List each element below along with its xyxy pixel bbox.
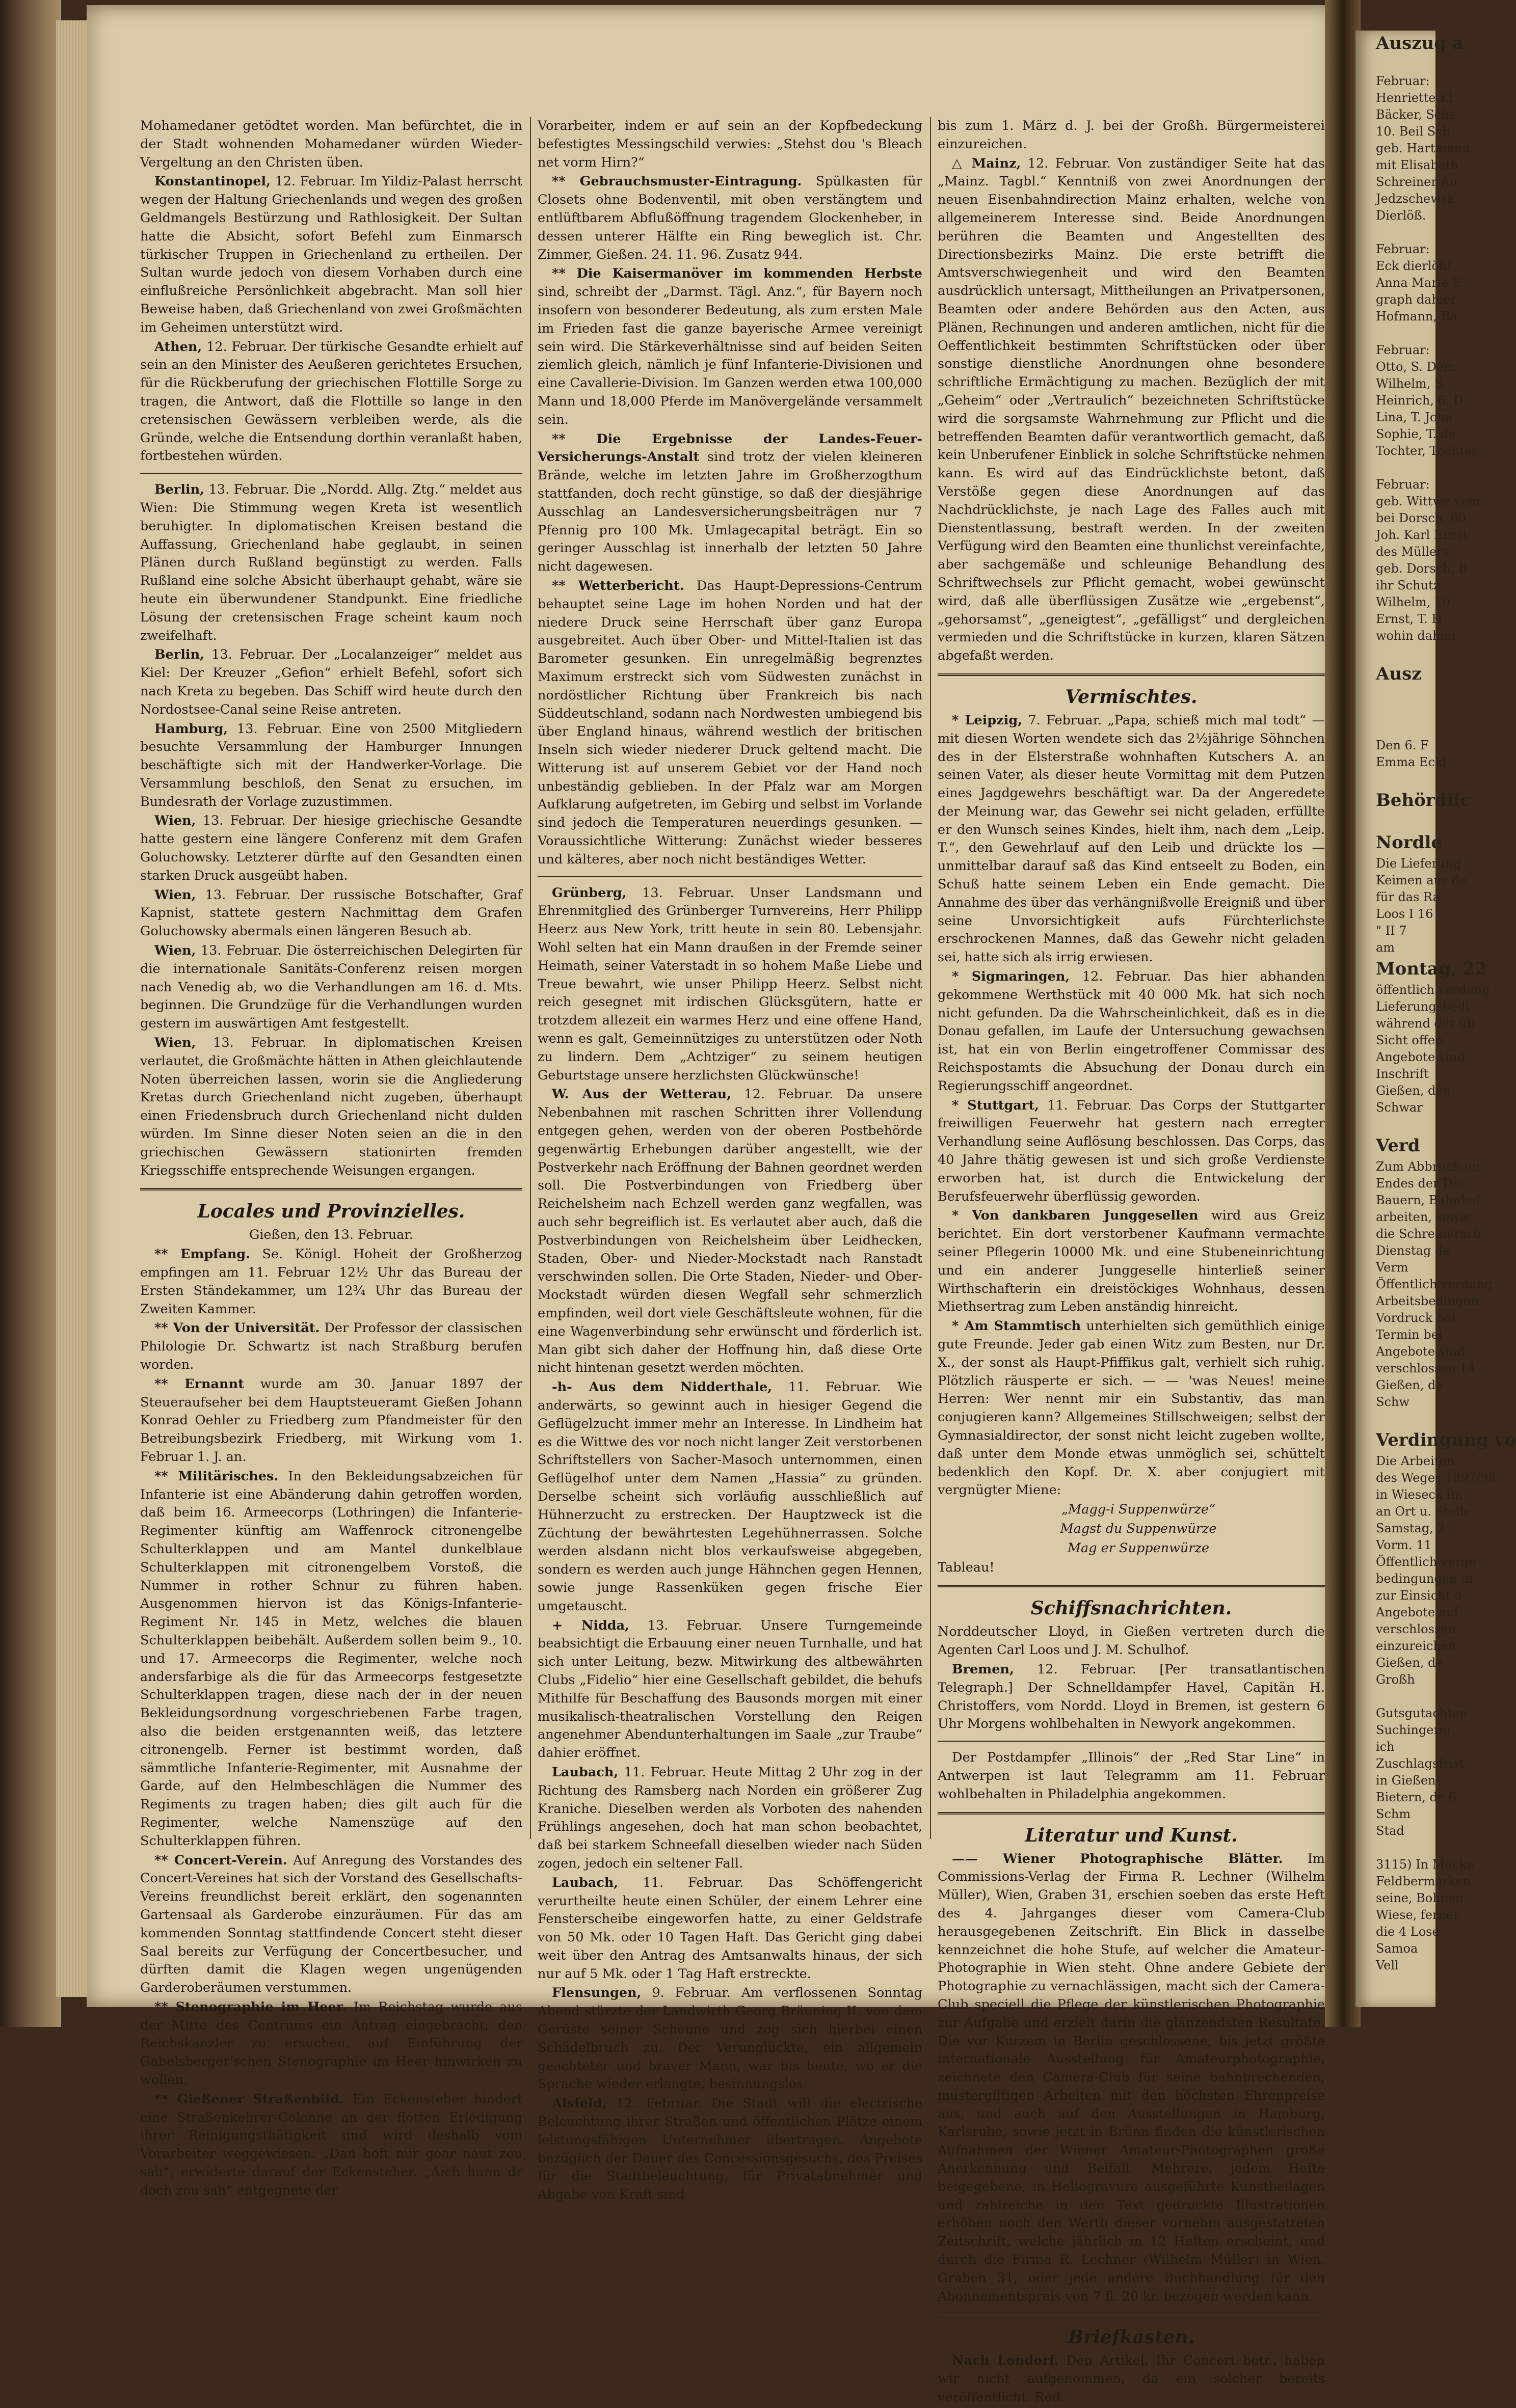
article-text: unterhielten sich gemüthlich einige gute Freunde. Jeder gab einen Witz zum Besten, nur Dr. X., der sonst als Haupt-Pfiffikus galt, verhielt sich ruhig. Plötzlich räusperte er sich. — — 'was Neues! meine Herren: Wer nennt mir ein Substantiv, das man conjugieren kann? Allgemeines Stillschweigen; selbst der Gymnasialdirector, der sonst nicht leicht zugeben wollte, daß unter dem Monde etwas unmöglich sei, schüttelt bedenklich den Kopf. Dr. X. aber conjugiert mit vergnügter Miene: [938, 1318, 1325, 1498]
article-paragraph [140, 2091, 522, 2200]
adjacent-page-line: Emma Eckl [1376, 755, 1447, 769]
article-lead: ** Die Kaisermanöver im kommenden Herbste [552, 266, 922, 282]
article-lead: ** Gießener Straßenbild. [154, 2091, 344, 2107]
section-rule [140, 473, 522, 474]
adjacent-page-line [1355, 1116, 1435, 1133]
article-lead: + Nidda, [552, 1617, 630, 1633]
article-paragraph [140, 481, 522, 645]
article-paragraph [538, 1378, 922, 1615]
article-text: wird aus Greiz berichtet. Ein dort verstorbener Kaufmann vermachte seiner Pflegerin 10000 Mk. und eine Stubeneinrichtung und ein anderer Junggeselle hinterließ seiner Wirthschafterin ein dreistöckiges Wohnhaus, dessen Miethsertrag zum Leben anständig hinreicht. [938, 1208, 1325, 1315]
adjacent-page-line: Vell [1376, 1958, 1399, 1972]
adjacent-page-line: Heinrich, 6. D [1376, 393, 1464, 408]
adjacent-page-line: ich [1376, 1740, 1395, 1754]
adjacent-page-line: Ernst, T. H [1376, 612, 1443, 626]
article-text: bis zum 1. März d. J. bei der Großh. Bürgermeisterei einzureichen. [938, 118, 1325, 152]
adjacent-page-line: Nordle [1376, 832, 1442, 853]
adjacent-page-line: Dienstag de [1376, 1243, 1450, 1258]
adjacent-page-line [1355, 644, 1435, 661]
adjacent-page-line: Joh. Karl Ernst [1376, 528, 1468, 542]
adjacent-page-line: Februar: [1376, 343, 1430, 357]
adjacent-page-line: des Müllers [1376, 545, 1449, 559]
adjacent-page-line: Endes der Dac [1376, 1176, 1467, 1191]
article-lead: Berlin, [154, 482, 205, 498]
adjacent-page-line: Anna Marie E [1376, 276, 1461, 290]
article-paragraph [938, 712, 1325, 967]
adjacent-page-line: arbeiten, sowie [1376, 1210, 1471, 1224]
article-lead: Nach Londorf. [952, 2353, 1059, 2369]
adjacent-page-line: Bäcker, Sche [1376, 107, 1456, 122]
adjacent-page-line: graph dahier [1376, 292, 1457, 307]
article-paragraph [538, 173, 922, 264]
section-title: Literatur und Kunst. [1025, 1824, 1238, 1846]
section-rule [938, 1812, 1325, 1815]
adjacent-page-line [1355, 1688, 1435, 1705]
adjacent-page-line [1355, 813, 1435, 830]
article-lead: W. Aus der Wetterau, [552, 1087, 732, 1102]
adjacent-page-line: Schwar [1376, 1100, 1423, 1115]
article-lead: * Von dankbaren Junggesellen [952, 1208, 1199, 1224]
section-rule [938, 1585, 1325, 1587]
article-paragraph [140, 646, 522, 719]
adjacent-page-line: Arbeitsbedingun [1376, 1294, 1479, 1308]
article-text: 13. Februar. Unser Landsmann und Ehrenmitglied des Grünberger Turnvereins, Herr Philipp Heerz aus New York, tritt heute in sein 80. Lebensjahr. Wohl selten hat ein Mann draußen in der Fremde seiner Heimath, seiner Vaterstadt in so hohem Maße Liebe und Treue bewahrt, wie unser Philipp Heerz. Selbst nicht reich gesegnet mit irdischen Glücksgütern, hatte er trotzdem allezeit ein warmes Herz und eine offene Hand, wenn es galt, Gemeinnütziges zu unterstützen oder Noth zu lindern. Dem „Achtziger“ zu seinem heutigen Geburtstage unsere herzlichsten Glückwünsche! [538, 885, 922, 1083]
article-text: Im Reichstag wurde aus der Mitte des Centrums ein Antrag eingebracht, den Reichskanzler zu ersuchen, auf Einführung der Gabelsberger'schen Stenographie im Heer hinwirken zu wollen. [140, 1999, 522, 2088]
article-paragraph [538, 1086, 922, 1377]
book-cover-edge [0, 0, 61, 2027]
article-lead: * Am Stammtisch [952, 1318, 1081, 1334]
adjacent-page-line: Schreiner Au [1376, 175, 1458, 189]
article-text: 11. Februar. Wie anderwärts, so gewinnt auch in hiesiger Gegend die Geflügelzucht immer mehr an Interesse. In Lindheim hat es die Wittwe des vor noch nicht langer Zeit verstorbenen Schriftstellers von Sacher-Masoch unternommen, einen Geflügelhof unter dem Namen „Hassia“ zu gründen. Derselbe scheint sich vorläufig ausschließlich auf Hühnerzucht zu erstrecken. Der Hauptzweck ist die Züchtung der bewährtesten Legehühnerrassen. Solche werden alsdann nicht blos verkaufsweise abgegeben, sondern es werden auch junge Hähnchen gegen Hennen, sowie junge Rassenküken gegen frische Eier umgetauscht. [538, 1379, 922, 1614]
article-paragraph [938, 155, 1325, 665]
article-text: 12. Februar. Im Yildiz-Palast herrscht wegen der Haltung Griechenlands und wegen des großen Geldmangels Bestürzung und Rathlosigkeit. Der Sultan hatte die Absicht, sofort Befehl zum Einmarsch türkischer Truppen in Griechenland zu ertheilen. Der Sultan wurde jedoch von diesem Vorhaben durch eine einflußreiche Persönlichkeit abgebracht. Man soll hier Beweise haben, daß Griechenland von zwei Großmächten im Geheimen unterstützt wird. [140, 174, 522, 335]
article-paragraph [538, 117, 922, 172]
article-text: sind, schreibt der „Darmst. Tägl. Anz.“, für Bayern noch insofern von besonderer Bedeutung, als zum ersten Male im Frieden fast die ganze bayerische Armee vereinigt sein wird. Die Stärkeverhältnisse sind auf beiden Seiten ziemlich gleich, nämlich je fünf Infanterie-Divisionen und eine Cavallerie-Division. Im Ganzen werden etwa 100,000 Mann und 18,000 Pferde im Manövergelände versammelt sein. [538, 284, 922, 427]
section-rule [938, 2314, 1325, 2316]
article-lead: Wien, [154, 887, 196, 903]
article-text: 13. Februar. Der „Localanzeiger“ meldet aus Kiel: Der Kreuzer „Gefion“ erhielt Befehl, sofort sich nach Kreta zu begeben. Das Schiff wird heute durch den Nordostsee-Canal seine Reise antreten. [140, 647, 522, 717]
adjacent-page-line: Verdingung vo [1376, 1430, 1516, 1450]
adjacent-page-line: geb. Wittwe vom [1376, 494, 1480, 508]
adjacent-page-line: Otto, S. Dem [1376, 360, 1455, 374]
article-paragraph [938, 2352, 1325, 2406]
article-lead: Wien, [154, 813, 196, 829]
article-lead: Wien, [154, 1035, 196, 1051]
article-paragraph [938, 1850, 1325, 2306]
adjacent-page-line: Februar: [1376, 477, 1430, 492]
adjacent-page-line: Eck dierlößt [1376, 259, 1452, 273]
article-lead: Athen, [154, 339, 202, 355]
article-lead: Grünberg, [552, 885, 627, 901]
article-text: 12. Februar. Von zuständiger Seite hat das „Mainz. Tagbl.“ Kenntniß von zwei Anordnungen der neuen Eisenbahndirection Mainz erhalten, welche von allgemeinerem Interesse sind. Beide Anordnungen berühren die Beamten und Angestellten des Directionsbezirks Mainz. Die erste betrifft die Amtsverschwiegenheit und wird den Beamten ausdrücklich untersagt, Mittheilungen an Privatpersonen, Beamten oder andere Behörden aus den Acten, aus Plänen, Rechnungen und anderen amtlichen, nicht für die Oeffentlichkeit bestimmten Schriftstücken oder über sonstige dienstliche Anordnungen ohne besondere schriftliche Ermächtigung zu machen. Bezüglich der mit „Geheim“ oder „Vertraulich“ bezeichneten Schriftstücke wird die sorgsamste Wahrnehmung zur Pflicht und die betreffenden Beamten dafür verantwortlich gemacht, daß kein Unberufener Einblick in solche Schriftstücke nehmen kann. Es wird auf das Eindrücklichste betont, daß Verstöße gegen diese Anordnungen auf das Nachdrücklichste, je nach Lage des Falles auch mit Dienstentlassung, bestraft werden. In der zweiten Verfügung wird den Beamten eine thunlichst vereinfachte, aber sachgemäße und schleunige Behandlung des Schriftwechsels zur Pflicht gemacht, wobei gewünscht wird, daß alle überflüssigen Zusätze wie „ergebenst“, „gehorsamst“, „geneigtest“, „gefälligst“ und dergleichen vermieden und die Schriftstücke in kurzen, klaren Sätzen abgefaßt werden. [938, 155, 1325, 664]
adjacent-page-line: einzureichen. [1376, 1639, 1460, 1653]
adjacent-page-line: Gießen, den [1376, 1084, 1451, 1098]
article-lead: -h- Aus dem Nidderthale, [552, 1379, 773, 1395]
article-text: 12. Februar. Der türkische Gesandte erhielt auf sein an den Minister des Aeußeren gerichtetes Ersuchen, für die Rückberufung der griechischen Flottille Sorge zu tragen, die Antwort, daß die Flottille so lange in den cretensischen Gewässern verbleiben werde, als die Gründe, welche die Entsendung dorthin veranlaßt haben, fortbestehen würden. [140, 339, 522, 464]
article-lead: ** Empfang. [154, 1247, 250, 1262]
verse-line: „Magg-i Suppenwürze“ [1061, 1502, 1216, 1518]
article-text: 13. Februar. Eine von 2500 Mitgliedern besuchte Versammlung der Hamburger Innungen beschäftigte sich mit der Handwerker-Vorlage. Die Versammlung beschloß, den Senat zu ersuchen, im Bundesrath der Vorlage zuzustimmen. [140, 721, 522, 809]
article-lead: * Sigmaringen, [952, 969, 1070, 985]
article-paragraph [938, 1097, 1325, 1206]
adjacent-page-line: Öffentlich verge [1376, 1555, 1476, 1569]
article-paragraph [538, 577, 922, 869]
article-text: 12. Februar. Das hier abhanden gekommene Werthstück mit 40 000 Mk. hat sich noch nicht gefunden. Da die Wahrscheinlichkeit, daß es in die Donau gefallen, im Laufe der Untersuchung gewachsen ist, hat ein von Berlin eingetroffener Commissar des Reichspostamts die Absuchung der Donau durch ein Regierungsschiff angeordnet. [938, 969, 1325, 1094]
article-paragraph [140, 117, 522, 172]
adjacent-page-line: Tochter, Töchter [1376, 444, 1478, 458]
article-lead: Laubach, [552, 1764, 619, 1780]
adjacent-page-line: Schw [1376, 1395, 1409, 1409]
article-paragraph [140, 1852, 522, 1997]
adjacent-page-line: Sophie, T. de [1376, 427, 1456, 441]
article-lead: ** Stenographie im Heer. [154, 1999, 347, 2015]
article-paragraph [938, 1559, 1325, 1577]
adjacent-page-line: Verd [1376, 1135, 1420, 1156]
article-lead: ** Gebrauchsmuster-Eintragung. [552, 174, 802, 190]
adjacent-page-line [1355, 771, 1435, 788]
adjacent-page-line: seine, Bohnen [1376, 1891, 1464, 1905]
adjacent-page-fragment [1355, 31, 1516, 2007]
adjacent-page-line: Bauern, Bahnhof [1376, 1193, 1481, 1207]
adjacent-page-line: Dierlöß. [1376, 208, 1426, 223]
adjacent-page-line: in Gießen [1376, 1773, 1436, 1788]
article-paragraph [140, 1998, 522, 2090]
article-paragraph [140, 886, 522, 941]
adjacent-page-line: Wilhelm, 70 [1376, 595, 1450, 609]
article-paragraph [938, 1623, 1325, 1660]
adjacent-page-line: Wilhelm, S. [1376, 376, 1447, 391]
adjacent-page-line: Gießen, de [1376, 1656, 1443, 1670]
adjacent-page-line: Inschrift [1376, 1067, 1429, 1081]
column-divider [930, 117, 931, 1839]
adjacent-page-line: Keimen aus de [1376, 873, 1467, 887]
adjacent-page-line: Lina, T. Joha [1376, 410, 1453, 424]
adjacent-page-line: bedingungen in [1376, 1572, 1473, 1586]
section-rule [938, 673, 1325, 676]
article-text: 12. Februar. [Per transatlantischen Telegraph.] Der Schnelldampfer Havel, Capitän H. Christoffers, vom Nordd. Lloyd in Bremen, ist gestern 6 Uhr Morgens wohlbehalten in Newyork angekommen. [938, 1661, 1325, 1732]
adjacent-page-line: Feldbermarken [1376, 1874, 1471, 1888]
article-paragraph [938, 1317, 1325, 1500]
article-lead: Laubach, [552, 1875, 619, 1890]
article-text: Den Artikel, Ihr Concert betr., haben wir nicht aufgenommen, da ein solcher bereits veröffentlicht. Red. [938, 2353, 1325, 2405]
section-title: Locales und Provinzielles. [197, 1201, 465, 1223]
article-text: 11. Februar. Das Schöffengericht verurtheilte heute einen Schüler, der einem Lehrer eine Fensterscheibe eingeworfen hatte, zu einer Geldstrafe von 50 Mk. oder 10 Tagen Haft. Das Gericht ging dabei weit über den Antrag des Amtsanwalts hinaus, der sich nur auf 5 Mk. oder 1 Tag Haft erstreckte. [538, 1875, 922, 1982]
article-text: Das Haupt-Depressions-Centrum behauptet seine Lage im hohen Norden und hat der niedere Druck seine Herrschaft über ganz Europa ausgebreitet. Auch über Ober- und Mittel-Italien ist das Barometer gesunken. Ein unregelmäßig begrenztes Maximum erstreckt sich vom Südwesten zunächst in nordöstlicher Richtung über Frankreich bis nach Süddeutschland, sodann nach Nordwesten umbiegend bis über England hinaus, während westlich der britischen Inseln sich wieder niederer Druck geltend macht. Die Witterung ist auf unserem Gebiet vor der Hand noch unbeständig geblieben. In der Pfalz war am Morgen Aufklarung aufgetreten, im Gebirg und selbst im Vorlande sind jedoch die Temperaturen neuerdings gesunken. — Voraussichtliche Witterung: Zunächst wieder besseres und kälteres, aber noch nicht beständiges Wetter. [538, 578, 922, 867]
adjacent-page-line: Ausz [1376, 664, 1422, 684]
adjacent-page-line: Auszug a [1376, 33, 1464, 53]
adjacent-page-line: 10. Beil Sch [1376, 124, 1450, 139]
adjacent-page-line [1355, 720, 1435, 737]
article-lead: —— Wiener Photographische Blätter. [952, 1851, 1283, 1866]
adjacent-page-line: Loos I 16 [1376, 907, 1433, 921]
adjacent-page-line: Die Arbeiten [1376, 1454, 1455, 1468]
article-text: 13. Februar. Die „Nordd. Allg. Ztg.“ meldet aus Wien: Die Stimmung wegen Kreta ist wesentlich beruhigter. In diplomatischen Kreisen bestand die Auffassung, Griechenland habe geglaubt, in seinen Plänen durch Rußland begünstigt zu werden. Falls Rußland eine solche Absicht überhaupt gehabt, wäre sie heute ein überwundener Standpunkt. Eine friedliche Lösung der cretensischen Frage scheint kaum noch zweifelhaft. [140, 482, 522, 643]
article-text: Auf Anregung des Vorstandes des Concert-Vereines hat sich der Vorstand des Gesellschafts-Vereins freundlichst bereit erklärt, den sogenannten Gartensaal als Garderobe einzuräumen. Für das am kommenden Sonntag stattfindende Concert steht dieser Saal bereits zur Verfügung der Concertbesucher, und dürften damit die Klagen wegen ungenügenden Garderoberäumen verstummen. [140, 1852, 523, 1996]
adjacent-page-line: mit Elisabeth [1376, 158, 1458, 172]
adjacent-page-line: Vorm. 11 [1376, 1538, 1432, 1552]
adjacent-page-line: am [1376, 940, 1395, 955]
adjacent-page-line: Termin bei [1376, 1328, 1443, 1342]
verse-line: Mag er Suppenwürze [1067, 1540, 1210, 1556]
article-paragraph [538, 1617, 922, 1763]
article-text: Norddeutscher Lloyd, in Gießen vertreten durch die Agenten Carl Loos und J. M. Schulhof. [938, 1624, 1325, 1658]
article-lead: Hamburg, [154, 721, 228, 737]
adjacent-page-line: Angebote sind [1376, 1050, 1465, 1064]
section-title: Briefkasten. [1068, 2326, 1195, 2348]
article-paragraph [140, 1034, 522, 1180]
adjacent-page-line: Jedzschewsk [1376, 192, 1455, 206]
article-lead: Bremen, [952, 1661, 1014, 1677]
article-text: In den Bekleidungsabzeichen für Infanterie ist eine Abänderung dahin getroffen worden, daß beim 16. Armeecorps (Lothringen) die Infanterie-Regimenter künftig am Waffenrock citronengelbe Schulterklappen und am Mantel dunkelblaue Schulterklappen mit citronengelbem Vorstoß, die Nummer in rother Schnur zu führen haben. Ausgenommen hiervon ist das Königs-Infanterie-Regiment Nr. 145 in Metz, welches die blauen Schulterklappen beibehält. Außerdem sollen beim 9., 10. und 17. Armeecorps die Regimenter, welche noch andersfarbige als die für das Armeecorps festgesetzte Schulterklappen tragen, diese nach der in der neuen Bekleidungsordnung vorgeschriebenen Farbe tragen, also die beiden erstgenannten weiß, das letztere citronengelb. Ferner ist bestimmt worden, daß sämmtliche Infanterie-Regimenter, mit Ausnahme der Garde, auf den Helmbeschlägen die Nummer des Regiments zu tragen haben; dies gilt auch für die Regimenter, welche Namenszüge auf den Schulterklappen führen. [140, 1468, 523, 1849]
article-text: 13. Februar. Die österreichischen Delegirten für die internationale Sanitäts-Conferenz reisen morgen nach Venedig ab, wo die Verhandlungen am 16. d. Mts. beginnen. Die Grundzüge für die Verhandlungen wurden gestern im auswärtigen Amt festgestellt. [140, 943, 522, 1032]
adjacent-page-line: Hofmann, Ba [1376, 309, 1457, 323]
article-paragraph [538, 1874, 922, 1984]
article-text: Der Professor der classischen Philologie Dr. Schwartz ist nach Straßburg berufen worden. [140, 1320, 523, 1372]
article-text: Tableau! [938, 1559, 995, 1575]
article-paragraph [140, 1246, 522, 1318]
adjacent-page-line: an Ort u. Stelle [1376, 1504, 1471, 1519]
adjacent-page-line: Die Lieferung [1376, 856, 1461, 871]
article-text: wurde am 30. Januar 1897 der Steueraufseher bei dem Hauptsteueramt Gießen Johann Konrad Oehler zu Friedberg zum Pfandmeister für den Betreibungsbezirk Friedberg, mit Wirkung vom 1. Februar 1. J. an. [140, 1376, 522, 1465]
article-lead: ** Von der Universität. [154, 1320, 320, 1336]
adjacent-page-line: Gutsgutachten [1376, 1706, 1468, 1720]
article-lead: ** Ernannt [154, 1376, 244, 1392]
adjacent-page-line: Montag, 22 [1376, 959, 1487, 979]
adjacent-page-line: für das Ra [1376, 890, 1440, 904]
adjacent-page-line: Samstag, 2 [1376, 1521, 1445, 1535]
adjacent-page-line: Schm [1376, 1807, 1411, 1821]
adjacent-page-line [1355, 459, 1435, 476]
article-lead: * Stuttgart, [952, 1097, 1039, 1113]
article-lead: * Leipzig, [952, 712, 1023, 728]
adjacent-page-line: des Weges 1897/98 [1376, 1471, 1496, 1485]
article-lead: Wien, [154, 943, 196, 959]
article-text: 12. Februar. Da unsere Nebenbahnen mit raschen Schritten ihrer Vollendung entgegen gehen, werden von der oberen Postbehörde gegenwärtig Erhebungen darüber angestellt, wie der Postverkehr nach Eröffnung der Bahnen geordnet werden soll. Die Postverbindungen von Friedberg über Reichelsheim nach Echzell werden ganz wegfallen, was auch sehr begreiflich ist. Es verlautet aber auch, daß die Postverbindungen von Reichelsheim über Leidhecken, Staden, Ober- und Nieder-Mockstadt nach Ranstadt verschwinden sollen. Die Orte Staden, Nieder- und Ober-Mockstadt würden diesen Wegfall sehr schmerzlich empfinden, weil dort viele Geschäftsleute wohnen, für die eine Wagenverbindung sehr erwünscht und förderlich ist. Man gibt sich daher der Hoffnung hin, daß diese Orte nicht hintenan gesetzt werden möchten. [538, 1087, 922, 1376]
article-text: 13. Februar. Der russische Botschafter, Graf Kapnist, stattete gestern Nachmittag dem Grafen Goluchowsky abermals einen längeren Besuch ab. [140, 887, 522, 939]
article-paragraph [938, 968, 1325, 1096]
article-paragraph [538, 430, 922, 576]
dateline: Gießen, den 13. Februar. [249, 1227, 413, 1243]
article-text: 13. Februar. Der hiesige griechische Gesandte hatte gestern eine längere Conferenz mit dem Grafen Goluchowsky. Letzterer dürfte auf den Gesandten einen starken Druck ausgeübt haben. [140, 813, 522, 883]
article-paragraph [938, 1661, 1325, 1734]
article-text: Spülkasten für Closets ohne Bodenventil, mit oben verstängtem und entlüftbarem Abflußöffnung tragendem Glockenheber, in dessen unterer Hälfte ein Ring beweglich ist. Chr. Zimmer, Gießen. 24. 11. 96. Zusatz 944. [538, 174, 923, 262]
adjacent-page-line: 3115) In Mücke [1376, 1857, 1474, 1872]
article-lead: Berlin, [154, 647, 205, 663]
adjacent-page-line [1355, 1411, 1435, 1427]
article-lead: Alsfeld, [552, 2096, 607, 2112]
adjacent-page-line: ihr Schutz [1376, 578, 1440, 592]
adjacent-page-line: Verm [1376, 1260, 1408, 1275]
article-paragraph [938, 1207, 1325, 1316]
article-paragraph [140, 942, 522, 1033]
article-text: Im Commissions-Verlag der Firma R. Lechner (Wilhelm Müller), Wien, Graben 31, erschien soeben das erste Heft des 4. Jahrganges dieser vom Camera-Club herausgegebenen Zeitschrift. Ein Blick in dasselbe kennzeichnet die hohe Stufe, auf welcher die Amateur-Photographie in Wien steht. Ohne andere Gebiete der Photographie zu vernachlässigen, macht sich der Camera-Club speciell die Pflege der künstlerischen Photographie zur Aufgabe und erzielt darin die glänzendsten Resultate. Die vor Kurzem in Berlin geschlossene, bis jetzt größte internationale Ausstellung für Amateurphotographie, zeichnete den Camera-Club für seine bahnbrechenden, mustergiltigen Arbeiten mit den höchsten Ehrenpreise aus, und auch auf den Ausstellungen in Hamburg, Karlsruhe, sowie jetzt in Brünn finden die künstlerischen Aufnahmen der Wiener Amateur-Photographen große Anerkennung und Beifall. Mehrere, jedem Hefte beigegebene, in Heliogravure ausgeführte Kunstbeilagen und zahlreiche in den Text gedruckte Illustrationen erhöhen noch den Werth dieser vornehm ausgestatteten Zeitschrift, welche jährlich in 12 Heften erscheint, und durch die Firma R. Lechner (Wilhelm Müller) in Wien, Graben 31, oder jede andere Buchhandlung für den Abonnementspreis von 7 fl. 20 kr. bezogen werden kann. [938, 1851, 1325, 2304]
section-rule [140, 1188, 522, 1191]
adjacent-page-line: die Schreinerarb [1376, 1227, 1481, 1241]
adjacent-page-line: Öffentlich verdung [1376, 1277, 1493, 1291]
adjacent-page-line: Angebote auf [1376, 1605, 1459, 1619]
article-paragraph [938, 117, 1325, 154]
adjacent-page-line: Lieferungsbedi [1376, 999, 1470, 1014]
article-lead: ** Wetterbericht. [552, 578, 684, 593]
article-lead: ** Die Ergebnisse der Landes-Feuer-Versicherungs-Anstalt [538, 431, 922, 465]
section-title: Vermischtes. [1065, 686, 1198, 708]
article-lead: Konstantinopel, [154, 174, 271, 190]
article-paragraph [538, 2095, 922, 2204]
article-text: 13. Februar. In diplomatischen Kreisen verlautet, die Großmächte hätten in Athen gleichlautende Noten überreichen lassen, worin sie die Angliederung Kretas durch Griechenland nicht zugeben, überhaupt einen Friedensbruch durch Griechenland nicht dulden würden. Im Sinne dieser Noten seien an die in den griechischen Gewässern stationirten fremden Kriegsschiffe entsprechende Weisungen ergangen. [140, 1035, 522, 1178]
adjacent-page-line: Stad [1376, 1824, 1404, 1838]
article-paragraph [140, 1375, 522, 1467]
adjacent-page-line: Februar: [1376, 242, 1430, 256]
adjacent-page-line: bei Dorsch, 60 [1376, 511, 1467, 525]
column-1 [140, 117, 522, 2201]
article-text: sind trotz der vielen kleineren Brände, welche im letzten Jahre im Großherzogthum stattfanden, doch recht günstige, so daß der diesjährige Ausschlag an Landesversicherungsbeiträgen nur 7 Pfennig pro 100 Mk. Umlagecapital beträgt. Ein so geringer Ausschlag ist innerhalb der letzten 50 Jahre nicht dagewesen. [538, 449, 922, 575]
article-lead: ** Concert-Verein. [154, 1852, 287, 1868]
article-paragraph [938, 1749, 1325, 1803]
adjacent-page-line: Zum Abbruch un [1376, 1159, 1480, 1174]
article-paragraph [140, 812, 522, 885]
adjacent-page-line [1355, 704, 1435, 720]
adjacent-page-line: Bietern, de 6 [1376, 1790, 1457, 1804]
adjacent-page-line: die 4 Lose [1376, 1925, 1440, 1939]
article-lead: Flensungen, [552, 1985, 642, 2001]
article-paragraph [538, 265, 922, 429]
article-lead: △ Mainz, [952, 155, 1021, 171]
article-text: Ein Eckensteher hindert eine Straßenkehrer-Colonne an der flotten Erledigung ihrer Reinigungsthätigkeit und wird deshalb vom Vorarbeiter weggewiesen. „Dan hoft mir goar naut zou sah“, erwiderte darauf der Eckensteher. „Aich hunn dr doch zou sah“ entgegnete der [140, 2091, 522, 2198]
section-rule [538, 876, 922, 877]
adjacent-page-line: " II 7 [1376, 924, 1407, 938]
article-paragraph [140, 1468, 522, 1851]
article-text: 7. Februar. „Papa, schieß mich mal todt“ — mit diesen Worten wendete sich das 2½jährige Söhnchen des in der Elsterstraße wohnhaften Kutschers A. an seinen Vater, als dieser heute Vormittag mit dem Putzen eines Jagdgewehrs beschäftigt war. Da der Angeredete der Meinung war, das Gewehr sei nicht geladen, erfüllte er den Wunsch seines Kindes, hielt ihm, nach dem „Leip. T.“, den Gewehrlauf auf den Leib und drückte los — unmittelbar darauf saß das Kind entseelt zu Boden, ein Schuß hatte seinem Leben ein Ende gemacht. Die Annahme des über das verhängnißvolle Ereigniß und über seine Unvorsichtigkeit aufs Fürchterlichste erschrockenen Mannes, daß das Gewehr nicht geladen sei, hatte sich als irrig erwiesen. [938, 712, 1325, 965]
adjacent-page-line: verschlossen 14 [1376, 1361, 1476, 1375]
section-title: Schiffsnachrichten. [1030, 1598, 1232, 1619]
article-text: Der Postdampfer „Illinois“ der „Red Star Line“ in Antwerpen ist laut Telegramm am 11. Februar wohlbehalten in Philadelphia angekommen. [938, 1750, 1325, 1802]
article-text: 11. Februar. Das Corps der Stuttgarter freiwilligen Feuerwehr hat gestern nach erregter Verhandlung seine Auflösung beschlossen. Das Corps, das 40 Jahre thätig gewesen ist und sich große Verdienste erworben hat, ist durch die Entwickelung der Berufsfeuerwehr überflüssig geworden. [938, 1097, 1325, 1204]
adjacent-page-line [1355, 325, 1435, 342]
article-paragraph [538, 1984, 922, 2094]
verse-line: Magst du Suppenwürze [1060, 1521, 1217, 1536]
article-text: 9. Februar. Am verflossenen Sonntag Abend stürzte der Landwirth Georg Bräuning II. von dem Gerüste seiner Scheune und zog sich hierbei einen Schädelbruch zu. Der Verunglückte, ein allgemein geachteter und braver Mann, war bis heute, wo er die Sprache wieder erlangte, besinnungslos. [538, 1985, 922, 2092]
adjacent-page-line: Großh [1376, 1672, 1415, 1687]
adjacent-page-line [1355, 687, 1435, 704]
adjacent-page-line: Den 6. F [1376, 738, 1429, 752]
article-text: 13. Februar. Unsere Turngemeinde beabsichtigt die Erbauung einer neuen Turnhalle, und hat sich unter Leitung, bezw. Mitwirkung des altbewährten Clubs „Fidelio“ hier eine Gesellschaft gebildet, die behufs Mithilfe für Beschaffung des Bausonds morgen mit einer musikalisch-theatralischen Vorstellung den Reigen angenehmer Abendunterhaltungen im Saale „zur Traube“ dahier eröffnet. [538, 1617, 922, 1761]
adjacent-page-line: zur Einsicht o [1376, 1588, 1462, 1603]
article-paragraph [140, 173, 522, 337]
article-text: 11. Februar. Heute Mittag 2 Uhr zog in der Richtung des Ramsberg nach Norden ein größerer Zug Kraniche. Dieselben werden als Vorboten des nahenden Frühlings angesehen, doch hat man schon beobachtet, daß bei starkem Schneefall dieselben wieder nach Süden zogen, jedoch ein seltener Fall. [538, 1764, 922, 1871]
adjacent-page-line: wohin dahier [1376, 629, 1457, 643]
adjacent-page-line: Februar: [1376, 74, 1430, 88]
article-paragraph [140, 720, 522, 811]
column-divider [530, 117, 531, 1839]
adjacent-page-line [1355, 224, 1435, 241]
adjacent-page-line: in Wieseck im [1376, 1487, 1462, 1502]
article-text: Vorarbeiter, indem er auf sein an der Kopfbedeckung befestigtes Messingschild verwies: „Stehst dou 's Bleach net vorm Hirn?“ [538, 118, 922, 170]
section-rule [938, 1741, 1325, 1742]
adjacent-page-line: Sicht offen. [1376, 1033, 1447, 1047]
adjacent-page-line: Wiese, ferner [1376, 1908, 1459, 1922]
adjacent-page-line [1355, 56, 1435, 73]
adjacent-page-line [1355, 1839, 1435, 1856]
adjacent-page-line: Vordruck bei [1376, 1311, 1456, 1325]
article-lead: ** Militärisches. [154, 1468, 279, 1484]
column-2 [538, 117, 922, 2205]
adjacent-page-line: während der üb [1376, 1016, 1475, 1031]
article-text: 12. Februar. Die Stadt will die electrische Beleuchtung ihrer Straßen und öffentlichen Plätze einem leistungsfähigen Unternehmer übertragen. Angebote bezüglich der Dauer des Concessionsgesuchs, des Preises für die Stadtbeleuchtung, für Privatabnehmer und Abgabe von Kraft sind [538, 2096, 922, 2203]
article-paragraph [140, 338, 522, 466]
adjacent-page-line: öffentlich verdung [1376, 983, 1490, 997]
adjacent-page-line: Henriette Kl [1376, 91, 1453, 105]
adjacent-page-line: Suchingerei [1376, 1723, 1451, 1737]
adjacent-page-line: Behördlic [1376, 790, 1471, 810]
article-paragraph [538, 1764, 922, 1873]
adjacent-page-line: Gießen, de [1376, 1378, 1443, 1392]
article-paragraph [538, 884, 922, 1085]
article-text: Mohamedaner getödtet worden. Man befürchtet, die in der Stadt wohnenden Mohamedaner würden Wieder-Vergeltung an den Christen üben. [140, 118, 522, 170]
article-text: Se. Königl. Hoheit der Großherzog empfingen am 11. Februar 12½ Uhr das Bureau der Ersten Ständekammer, um 12¾ Uhr das Bureau der Zweiten Kammer. [140, 1247, 522, 1317]
adjacent-page-line: Zuschlagsfrist [1376, 1756, 1465, 1771]
adjacent-page-line: geb. Hartmann [1376, 141, 1470, 155]
adjacent-page-line: geb. Dorsch, B [1376, 561, 1468, 576]
adjacent-page-line: verschlossen [1376, 1622, 1456, 1636]
column-3 [938, 117, 1325, 2408]
adjacent-page-line: Angebote sind [1376, 1344, 1465, 1359]
adjacent-page-line: Samoa [1376, 1941, 1418, 1956]
article-paragraph [140, 1319, 522, 1374]
